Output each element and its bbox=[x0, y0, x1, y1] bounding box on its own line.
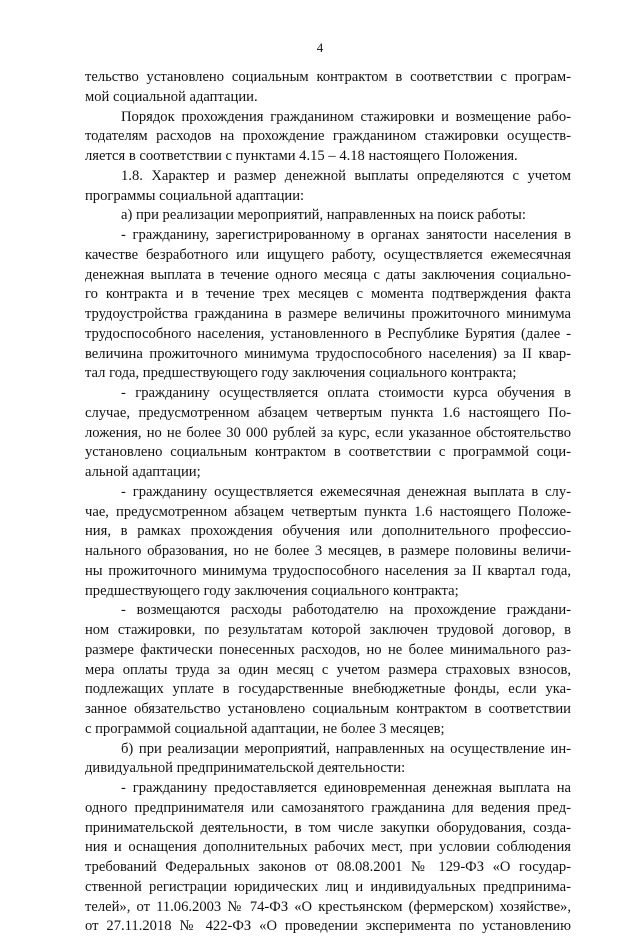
text-line: трудоспособного населения, установленного в Республике Бурятия (далее - bbox=[85, 325, 571, 342]
text-line: качестве безработного или ищущего работу, осуществляется ежемесячная bbox=[85, 246, 571, 263]
paragraph bbox=[85, 108, 571, 167]
text-line: чае, предусмотренном абзацем четвертым пункта 1.6 настоящего Положе- bbox=[85, 503, 571, 520]
text-line: ния и оснащения дополнительных рабочих мест, при условии соблюдения bbox=[85, 839, 571, 856]
text-line: - гражданину осуществляется ежемесячная денежная выплата в слу- bbox=[121, 483, 571, 500]
paragraph bbox=[85, 483, 571, 602]
text-line: 1.8. Характер и размер денежной выплаты определяются с учетом bbox=[121, 167, 571, 184]
text-line: мой социальной адаптации. bbox=[85, 88, 258, 105]
paragraph bbox=[85, 68, 571, 108]
paragraph bbox=[85, 384, 571, 483]
paragraph bbox=[85, 601, 571, 739]
text-line: - гражданину, зарегистрированному в органах занятости населения в bbox=[121, 227, 571, 243]
text-line: от 27.11.2018 № 422-ФЗ «О проведении эксперимента по установлению bbox=[85, 918, 571, 935]
text-line: мера оплаты труда за один месяц с учетом размера страховых взносов, bbox=[85, 661, 571, 678]
text-line: подлежащих уплате в государственные внебюджетные фонды, если ука- bbox=[85, 681, 571, 698]
text-line: ном стажировки, по результатам которой заключен трудовой договор, в bbox=[85, 622, 571, 638]
text-line: величина прожиточного минимума трудоспособного населения) за II квар- bbox=[85, 345, 571, 362]
text-line: тельство установлено социальным контрактом в соответствии с програм- bbox=[85, 69, 571, 85]
paragraph bbox=[85, 779, 571, 937]
text-line: установлено социальным контрактом в соответствии с программой соци- bbox=[85, 444, 571, 461]
text-line: Порядок прохождения гражданином стажировки и возмещение рабо- bbox=[121, 108, 571, 125]
text-line: ны прожиточного минимума трудоспособного населения за II квартал года, bbox=[85, 562, 571, 579]
text-line: дивидуальной предпринимательской деятельности: bbox=[85, 760, 406, 777]
text-line: предшествующего году заключения социального контракта; bbox=[85, 582, 459, 599]
document-body bbox=[85, 68, 571, 937]
text-line: размере фактически понесенных расходов, но не более минимального раз- bbox=[85, 641, 571, 658]
text-line: требований Федеральных законов от 08.08.2001 № 129-ФЗ «О государ- bbox=[85, 859, 571, 875]
text-line: телей», от 11.06.2003 № 74-ФЗ «О крестьянском (фермерском) хозяйстве», bbox=[85, 898, 571, 915]
text-line: случае, предусмотренном абзацем четвертым пункта 1.6 настоящего По- bbox=[85, 404, 571, 421]
text-line: одного предпринимателя или самозанятого гражданина для ведения пред- bbox=[85, 799, 571, 816]
text-line: ния, в рамках прохождения обучения или дополнительного профессио- bbox=[85, 523, 571, 540]
text-line: занное обязательство установлено социальным контрактом в соответствии bbox=[85, 701, 571, 717]
text-line: ляется в соответствии с пунктами 4.15 – 4.18 настоящего Положения. bbox=[85, 148, 518, 164]
text-line: принимательской деятельности, в том числе закупки оборудования, созда- bbox=[85, 819, 571, 836]
text-line: го контракта и в течение трех месяцев с момента подтверждения факта bbox=[85, 286, 571, 303]
paragraph bbox=[85, 167, 571, 207]
text-line: тодателям расходов на прохождение гражданином стажировки осуществ- bbox=[85, 128, 571, 145]
paragraph bbox=[85, 226, 571, 384]
text-line: б) при реализации мероприятий, направленных на осуществление ин- bbox=[121, 740, 571, 757]
text-line: программы социальной адаптации: bbox=[85, 187, 305, 204]
text-line: с программой социальной адаптации, не более 3 месяцев; bbox=[85, 720, 445, 737]
text-line: трудоустройства гражданина в размере величины прожиточного минимума bbox=[85, 306, 571, 322]
text-line: ственной регистрации юридических лиц и индивидуальных предпринима- bbox=[85, 878, 571, 895]
page-number: 4 bbox=[316, 40, 324, 55]
paragraph bbox=[85, 206, 571, 226]
text-line: ложения, но не более 30 000 рублей за курс, если указанное обстоятельство bbox=[85, 424, 571, 441]
text-line: тал года, предшествующего году заключения социального контракта; bbox=[85, 365, 517, 382]
text-line: а) при реализации мероприятий, направленных на поиск работы: bbox=[121, 207, 526, 224]
paragraph bbox=[85, 740, 571, 780]
text-line: - возмещаются расходы работодателю на прохождение граждани- bbox=[121, 602, 571, 619]
text-line: - гражданину осуществляется оплата стоимости курса обучения в bbox=[121, 385, 571, 401]
text-line: нального образования, но не более 3 месяцев, в размере половины величи- bbox=[85, 543, 571, 559]
text-line: альной адаптации; bbox=[85, 464, 201, 480]
text-line: денежная выплата в течение одного месяца с даты заключения социально- bbox=[85, 266, 571, 283]
text-line: - гражданину предоставляется единовременная денежная выплата на bbox=[121, 780, 571, 796]
